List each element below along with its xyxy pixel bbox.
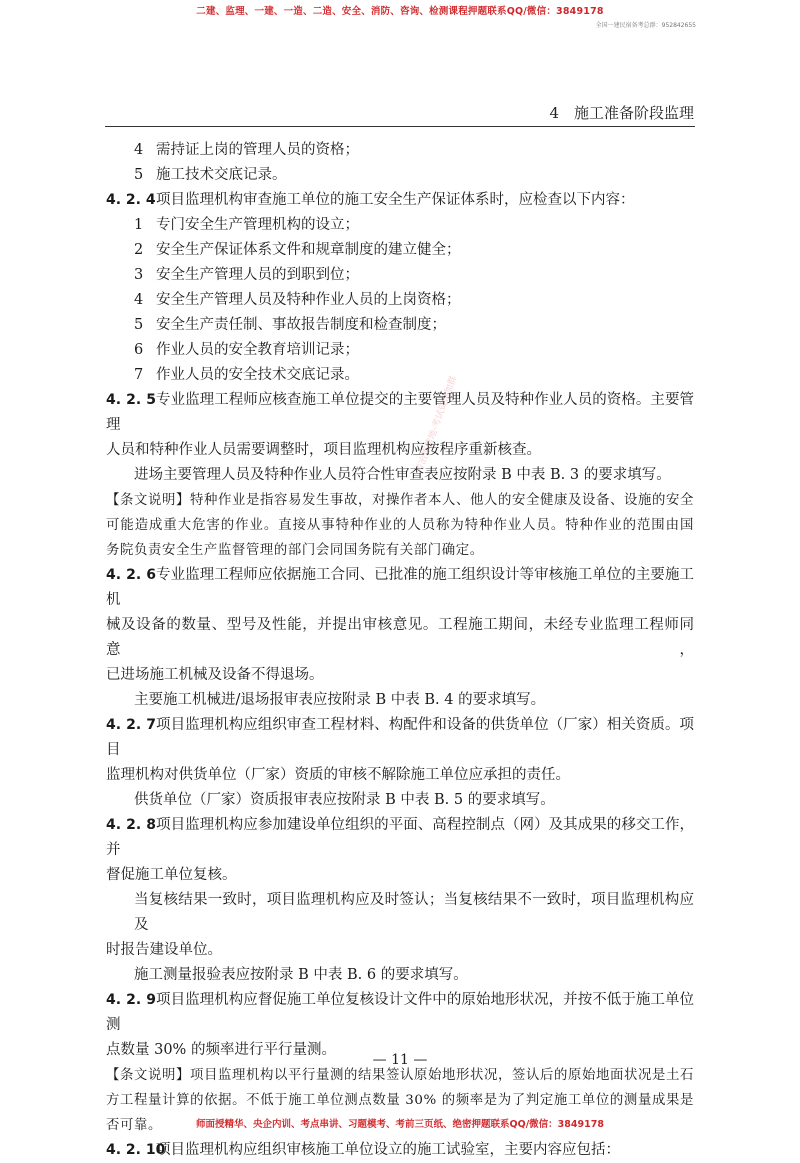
running-header: 4 施工准备阶段监理 xyxy=(549,104,694,122)
list-item-number: 4 xyxy=(134,142,144,158)
paragraph-text: 已进场施工机械及设备不得退场。 xyxy=(106,667,324,683)
paragraph-text: 供货单位（厂家）资质报审表应按附录 B 中表 B. 5 的要求填写。 xyxy=(134,792,555,808)
clause-explanation-line xyxy=(106,513,694,538)
paragraph-line xyxy=(106,763,694,788)
clause-number: 4. 2. 8 xyxy=(106,817,156,833)
clause-text: 项目监理机构应督促施工单位复核设计文件中的原始地形状况，并按不低于施工单位测 xyxy=(106,992,694,1033)
watermark: 号冶炼营地-考试资讯加群 xyxy=(414,374,460,475)
paragraph-text: 械及设备的数量、型号及性能，并提出审核意见。工程施工期间，未经专业监理工程师同意， xyxy=(106,617,694,658)
list-item-text: 安全生产责任制、事故报告制度和检查制度； xyxy=(156,317,446,333)
indented-paragraph-line xyxy=(106,788,694,813)
list-item-number: 7 xyxy=(134,367,144,383)
clause-text: 专业监理工程师应核查施工单位提交的主要管理人员及特种作业人员的资格。主要管理 xyxy=(106,392,694,433)
clause-explanation-line xyxy=(106,1088,694,1113)
list-item-number: 5 xyxy=(134,317,144,333)
list-item xyxy=(106,288,694,313)
clause-number: 4. 2. 10 xyxy=(106,1142,166,1158)
clause-number: 4. 2. 4 xyxy=(106,192,156,208)
indented-paragraph-line xyxy=(106,888,694,938)
list-item-text: 专门安全生产管理机构的设立； xyxy=(156,217,359,233)
paragraph-text: 监理机构对供货单位（厂家）资质的审核不解除施工单位应承担的责任。 xyxy=(106,767,570,783)
clause-explanation-tag: 【条文说明】 xyxy=(106,493,190,508)
paragraph-text: 当复核结果一致时，项目监理机构应及时签认；当复核结果不一致时，项目监理机构应及 xyxy=(134,892,694,933)
top-right-note: 全国一建民宿备考总群：952842655 xyxy=(595,22,696,29)
clause-text: 项目监理机构应组织审核施工单位设立的施工试验室，主要内容应包括： xyxy=(156,1142,620,1158)
clause-heading-line xyxy=(106,1138,694,1163)
list-item-text: 安全生产管理人员及特种作业人员的上岗资格； xyxy=(156,292,461,308)
clause-explanation-line xyxy=(106,538,694,563)
paragraph-text: 督促施工单位复核。 xyxy=(106,867,237,883)
indented-paragraph-line xyxy=(106,688,694,713)
list-item-text: 安全生产保证体系文件和规章制度的建立健全； xyxy=(156,242,461,258)
clause-explanation-text: 可能造成重大危害的作业。直接从事特种作业的人员称为特种作业人员。特种作业的范围由国 xyxy=(106,518,694,533)
list-item-text: 需持证上岗的管理人员的资格； xyxy=(156,142,359,158)
list-item-number: 3 xyxy=(134,267,144,283)
top-promo-banner: 二建、监理、一建、一造、二造、安全、消防、咨询、检测课程押题联系QQ/微信：3849178 xyxy=(196,6,604,17)
clause-explanation-text: 方工程量计算的依据。不低于施工单位测点数量 30% 的频率是为了判定施工单位的测量成果是 xyxy=(106,1093,694,1108)
clause-text: 项目监理机构应组织审查工程材料、构配件和设备的供货单位（厂家）相关资质。项目 xyxy=(106,717,694,758)
list-item-number: 4 xyxy=(134,292,144,308)
clause-explanation-line xyxy=(106,488,694,513)
paragraph-text: 施工测量报验表应按附录 B 中表 B. 6 的要求填写。 xyxy=(134,967,468,983)
list-item xyxy=(106,163,694,188)
clause-explanation-text: 否可靠。 xyxy=(106,1118,162,1133)
indented-paragraph-line xyxy=(106,463,694,488)
list-item xyxy=(106,313,694,338)
list-item-number: 1 xyxy=(134,217,144,233)
clause-number: 4. 2. 5 xyxy=(106,392,156,408)
list-item xyxy=(106,263,694,288)
clause-number: 4. 2. 9 xyxy=(106,992,156,1008)
list-item xyxy=(106,363,694,388)
paragraph-line xyxy=(106,663,694,688)
list-item-text: 施工技术交底记录。 xyxy=(156,167,287,183)
clause-number: 4. 2. 6 xyxy=(106,567,156,583)
paragraph-line xyxy=(106,863,694,888)
list-item-text: 作业人员的安全技术交底记录。 xyxy=(156,367,359,383)
paragraph-line xyxy=(106,938,694,963)
list-item-text: 作业人员的安全教育培训记录； xyxy=(156,342,359,358)
paragraph-text: 进场主要管理人员及特种作业人员符合性审查表应按附录 B 中表 B. 3 的要求填写。 xyxy=(134,467,671,483)
header-rule xyxy=(105,126,695,127)
page-number: — 11 — xyxy=(372,1052,428,1068)
list-item xyxy=(106,238,694,263)
clause-explanation-text: 特种作业是指容易发生事故，对操作者本人、他人的安全健康及设备、设施的安全 xyxy=(190,493,694,508)
clause-explanation-tag: 【条文说明】 xyxy=(106,1068,190,1083)
list-item xyxy=(106,213,694,238)
paragraph-text: 主要施工机械进/退场报审表应按附录 B 中表 B. 4 的要求填写。 xyxy=(134,692,546,708)
clause-text: 专业监理工程师应依据施工合同、已批准的施工组织设计等审核施工单位的主要施工机 xyxy=(106,567,694,608)
paragraph-line xyxy=(106,438,694,463)
list-item-number: 2 xyxy=(134,242,144,258)
list-item xyxy=(106,338,694,363)
clause-number: 4. 2. 7 xyxy=(106,717,156,733)
clause-heading-line xyxy=(106,813,694,863)
list-item-number: 6 xyxy=(134,342,144,358)
list-item xyxy=(106,138,694,163)
clause-heading-line xyxy=(106,713,694,763)
paragraph-text: 人员和特种作业人员需要调整时，项目监理机构应按程序重新核查。 xyxy=(106,442,541,458)
indented-paragraph-line xyxy=(106,963,694,988)
clause-explanation-text: 务院负责安全生产监督管理的部门会同国务院有关部门确定。 xyxy=(106,543,484,558)
clause-explanation-text: 项目监理机构以平行量测的结果签认原始地形状况，签认后的原始地面状况是土石 xyxy=(190,1068,694,1083)
bottom-promo-banner: 师面授精华、央企内训、考点串讲、习题模考、考前三页纸、绝密押题联系QQ/微信：3849178 xyxy=(196,1119,604,1130)
clause-text: 项目监理机构应参加建设单位组织的平面、高程控制点（网）及其成果的移交工作，并 xyxy=(106,817,694,858)
clause-heading-line xyxy=(106,563,694,613)
list-item-number: 5 xyxy=(134,167,144,183)
document-body xyxy=(106,138,694,1163)
paragraph-line xyxy=(106,613,694,663)
paragraph-text: 点数量 30% 的频率进行平行量测。 xyxy=(106,1042,336,1058)
clause-text: 项目监理机构审查施工单位的施工安全生产保证体系时，应检查以下内容： xyxy=(156,192,635,208)
clause-heading-line xyxy=(106,388,694,438)
list-item-text: 安全生产管理人员的到职到位； xyxy=(156,267,359,283)
clause-heading-line xyxy=(106,988,694,1038)
paragraph-text: 时报告建设单位。 xyxy=(106,942,222,958)
clause-heading-line xyxy=(106,188,694,213)
